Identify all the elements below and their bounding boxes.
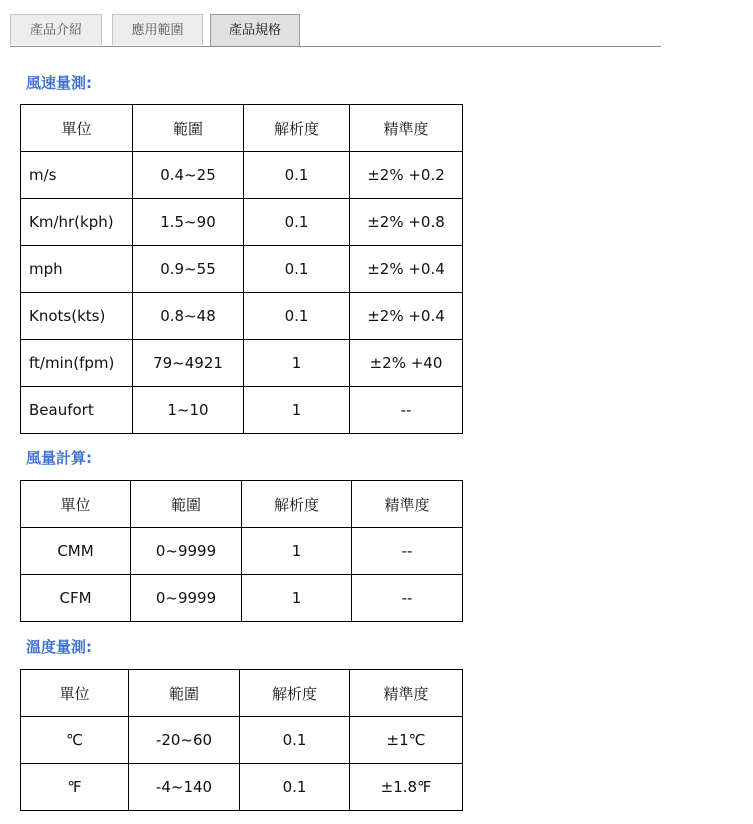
header-accuracy: 精準度 — [350, 670, 463, 717]
cell-accuracy: -- — [350, 387, 463, 434]
cell-range: 0.4~25 — [133, 152, 244, 199]
cell-resolution: 0.1 — [240, 717, 350, 764]
header-range: 範圍 — [133, 105, 244, 152]
table-row — [21, 199, 463, 246]
cell-range: 1.5~90 — [133, 199, 244, 246]
cell-range: 1~10 — [133, 387, 244, 434]
cell-unit: Beaufort — [21, 387, 133, 434]
header-range: 範圍 — [131, 481, 242, 528]
table-row — [21, 764, 463, 811]
temperature-table — [20, 669, 463, 811]
table-row — [21, 340, 463, 387]
cell-range: -20~60 — [129, 717, 240, 764]
table-row — [21, 717, 463, 764]
cell-unit: ℃ — [21, 717, 129, 764]
cell-resolution: 1 — [242, 575, 352, 622]
cell-unit: ft/min(fpm) — [21, 340, 133, 387]
cell-resolution: 1 — [244, 340, 350, 387]
header-resolution: 解析度 — [240, 670, 350, 717]
cell-unit: m/s — [21, 152, 133, 199]
cell-range: 0.8~48 — [133, 293, 244, 340]
header-unit: 單位 — [21, 105, 133, 152]
cell-accuracy: -- — [352, 575, 463, 622]
cell-resolution: 1 — [244, 387, 350, 434]
cell-unit: CMM — [21, 528, 131, 575]
table-row — [21, 293, 463, 340]
cell-accuracy: ±1℃ — [350, 717, 463, 764]
cell-unit: Km/hr(kph) — [21, 199, 133, 246]
airflow-table — [20, 480, 463, 622]
table-row — [21, 152, 463, 199]
cell-accuracy: ±2% +40 — [350, 340, 463, 387]
header-resolution: 解析度 — [244, 105, 350, 152]
header-resolution: 解析度 — [242, 481, 352, 528]
table-row — [21, 246, 463, 293]
header-range: 範圍 — [129, 670, 240, 717]
tab-bar — [10, 14, 661, 47]
cell-range: 0~9999 — [131, 528, 242, 575]
tab-applications[interactable]: 應用範圍 — [112, 14, 203, 45]
section-title-temperature: 溫度量測: — [26, 638, 92, 656]
cell-unit: CFM — [21, 575, 131, 622]
cell-accuracy: ±1.8℉ — [350, 764, 463, 811]
header-accuracy: 精準度 — [350, 105, 463, 152]
cell-resolution: 0.1 — [244, 152, 350, 199]
cell-resolution: 1 — [242, 528, 352, 575]
cell-resolution: 0.1 — [244, 246, 350, 293]
header-accuracy: 精準度 — [352, 481, 463, 528]
cell-accuracy: ±2% +0.2 — [350, 152, 463, 199]
cell-unit: mph — [21, 246, 133, 293]
cell-accuracy: ±2% +0.4 — [350, 293, 463, 340]
cell-resolution: 0.1 — [240, 764, 350, 811]
cell-range: 0~9999 — [131, 575, 242, 622]
tab-specifications[interactable]: 產品規格 — [210, 14, 300, 46]
table-row — [21, 387, 463, 434]
table-row — [21, 575, 463, 622]
cell-resolution: 0.1 — [244, 199, 350, 246]
cell-unit: ℉ — [21, 764, 129, 811]
cell-range: -4~140 — [129, 764, 240, 811]
table-header-row — [21, 105, 463, 152]
cell-accuracy: -- — [352, 528, 463, 575]
cell-resolution: 0.1 — [244, 293, 350, 340]
cell-unit: Knots(kts) — [21, 293, 133, 340]
table-header-row — [21, 670, 463, 717]
section-title-wind-speed: 風速量測: — [26, 74, 92, 92]
wind-speed-table — [20, 104, 463, 434]
cell-range: 79~4921 — [133, 340, 244, 387]
section-title-airflow: 風量計算: — [26, 449, 92, 467]
table-header-row — [21, 481, 463, 528]
cell-range: 0.9~55 — [133, 246, 244, 293]
header-unit: 單位 — [21, 481, 131, 528]
cell-accuracy: ±2% +0.4 — [350, 246, 463, 293]
cell-accuracy: ±2% +0.8 — [350, 199, 463, 246]
table-row — [21, 528, 463, 575]
header-unit: 單位 — [21, 670, 129, 717]
tab-product-intro[interactable]: 產品介紹 — [10, 14, 102, 45]
